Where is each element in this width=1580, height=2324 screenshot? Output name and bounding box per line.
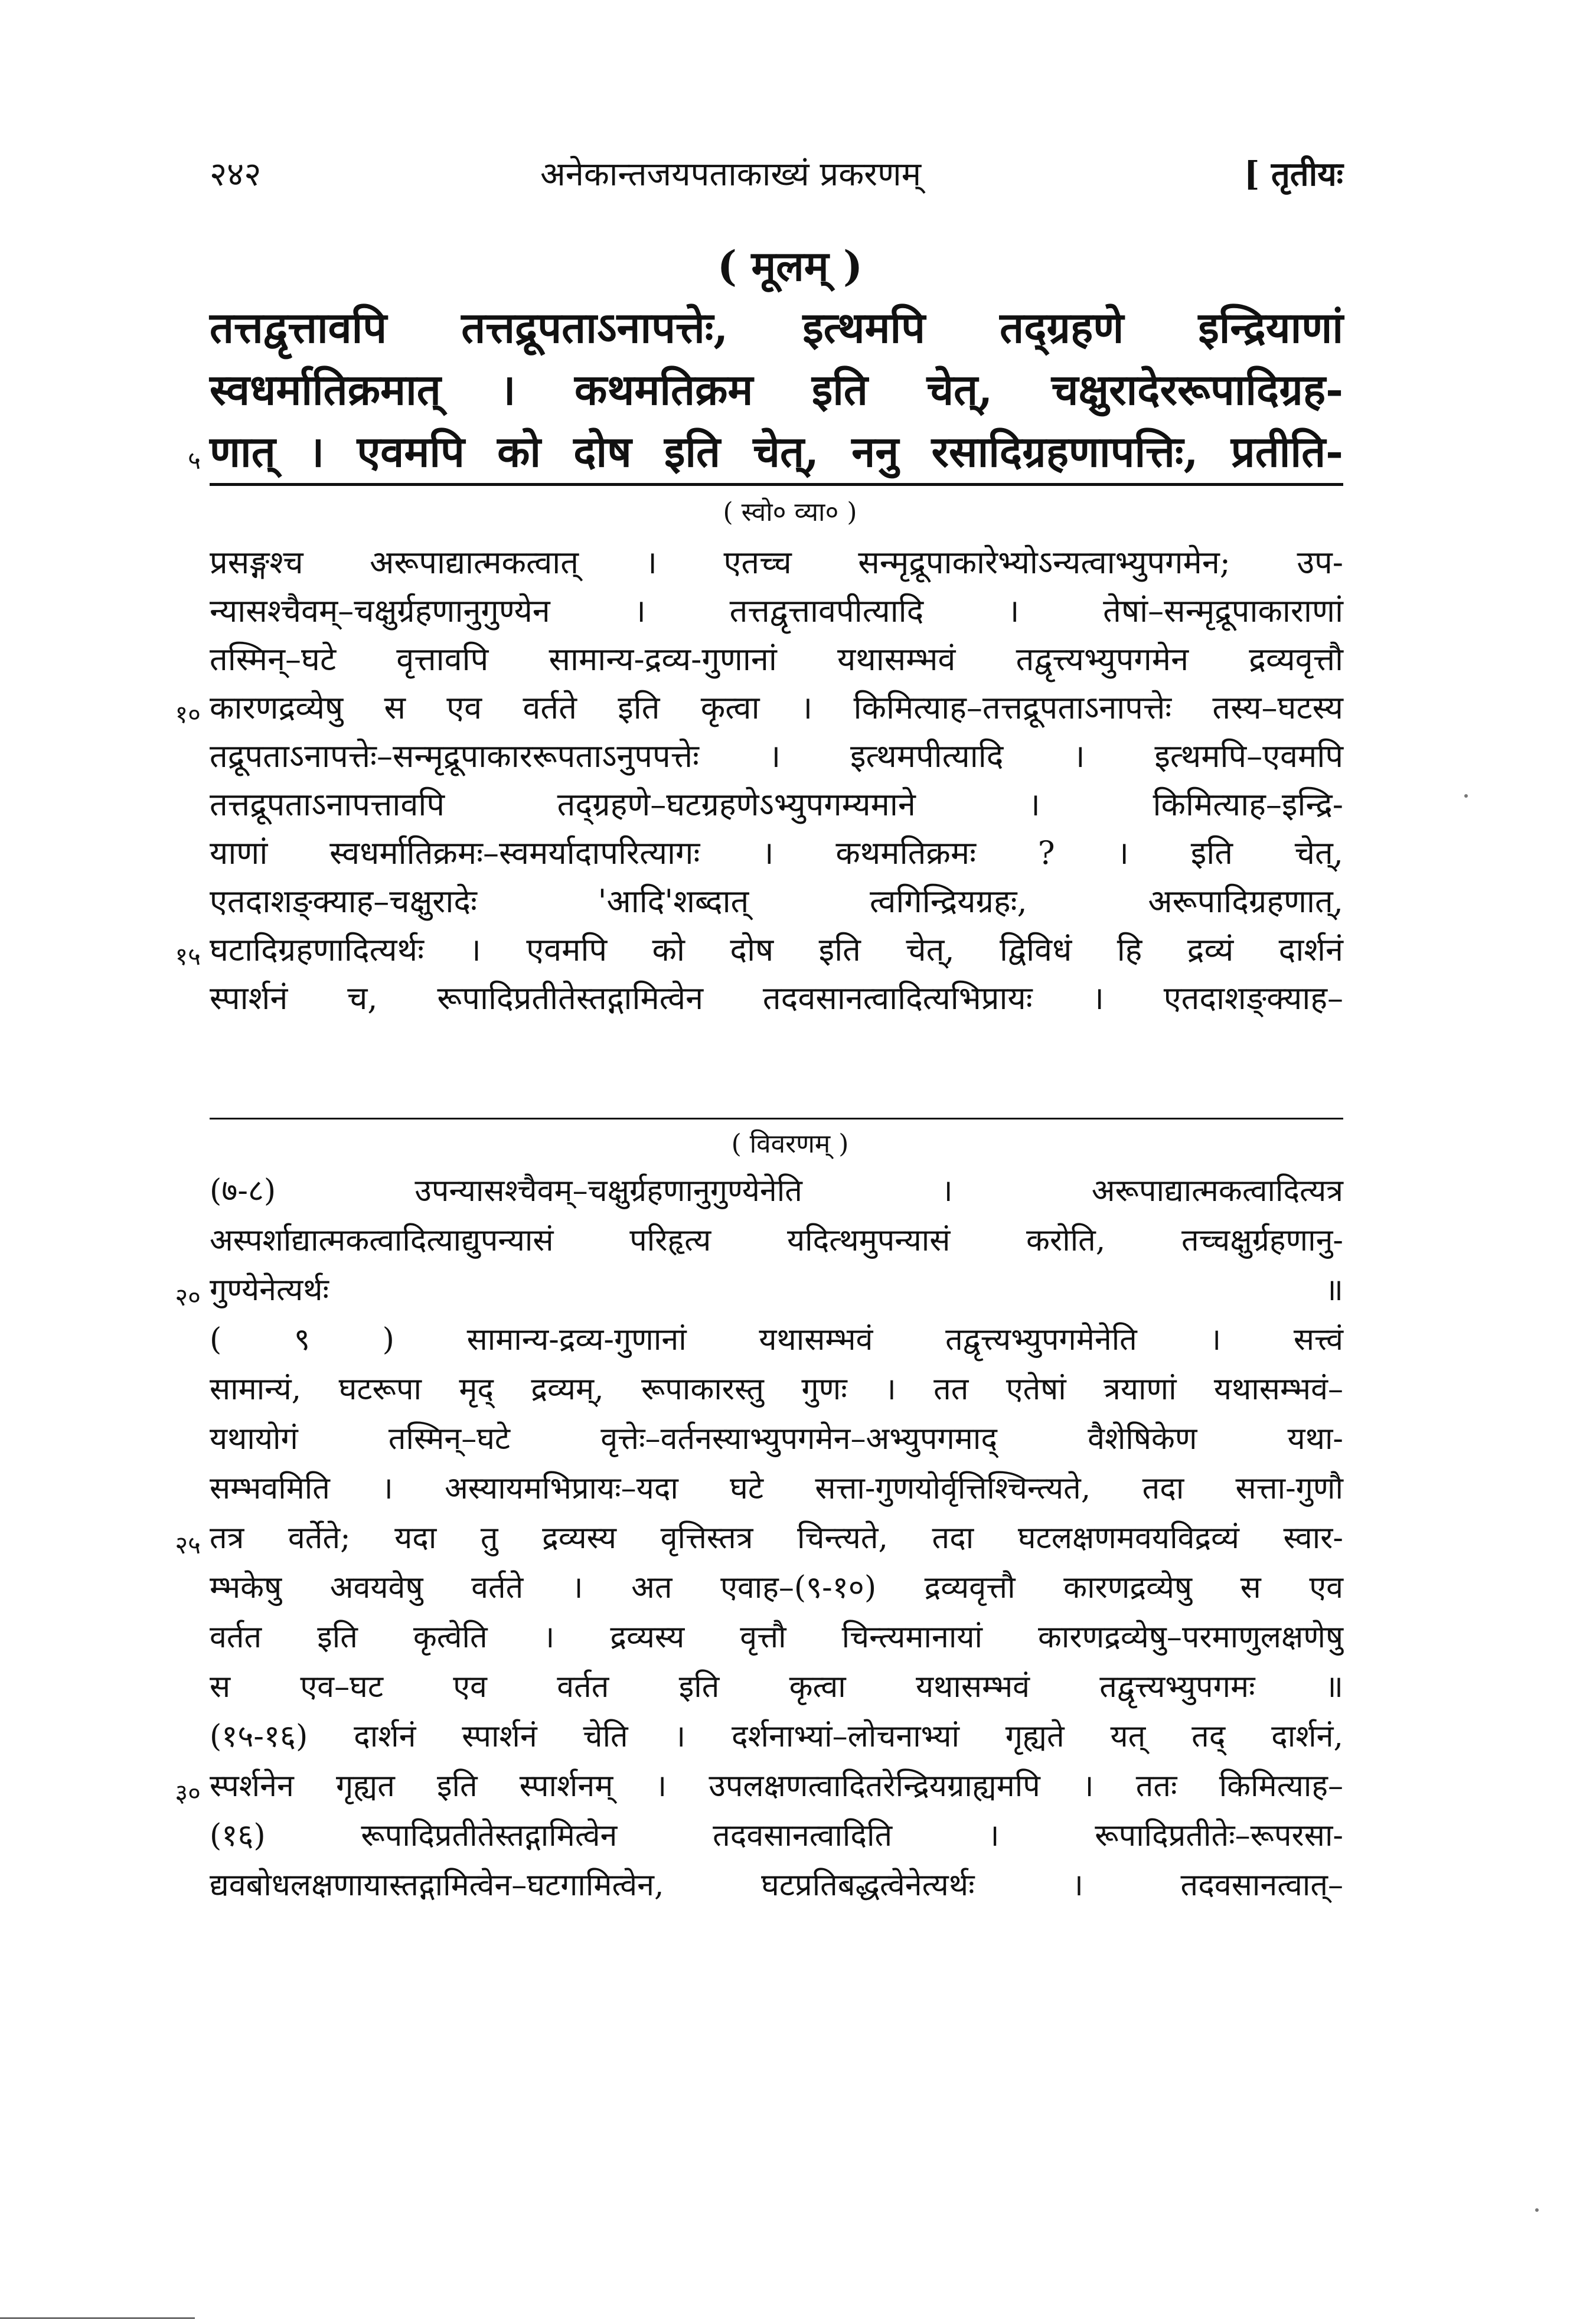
svopajna-heading: ( स्वो० व्या० ) xyxy=(723,497,857,527)
section-divider xyxy=(210,483,1343,486)
text-line: सम्भवमिति । अस्यायमभिप्रायः–यदा घटे सत्ता-गुणयोर्वृत्तिश्चिन्त्यते, तदा सत्ता-गुणौ xyxy=(210,1471,1343,1506)
text-line: तस्मिन्–घटे वृत्तावपि सामान्य-द्रव्य-गुणानां यथासम्भवं तद्वृत्त्यभ्युपगमेन द्रव्यवृत्तौ xyxy=(210,641,1343,678)
commentary-text xyxy=(175,538,1343,1023)
text-line: न्यासश्चैवम्–चक्षुर्ग्रहणानुगुण्येन । तत्तद्वृत्तावपीत्यादि । तेषां–सन्मृद्रूपाकाराणां xyxy=(210,592,1343,629)
running-title: अनेकान्तजयपताकाख्यं प्रकरणम् xyxy=(540,155,922,194)
text-line: स्पर्शनेन गृह्यत इति स्पार्शनम् । उपलक्षणत्वादितरेन्द्रियग्राह्यमपि । ततः किमित्याह– xyxy=(210,1768,1343,1804)
section-label: [ तृतीयः xyxy=(1243,155,1343,194)
mulam-heading: ( मूलम् ) xyxy=(717,241,863,290)
text-line: यथायोगं तस्मिन्–घटे वृत्तेः–वर्तनस्याभ्युपगमेन–अभ्युपगमाद् वैशेषिकेण यथा- xyxy=(210,1421,1343,1457)
text-line: सामान्यं, घटरूपा मृद् द्रव्यम्, रूपाकारस्तु गुणः । तत एतेषां त्रयाणां यथासम्भवं– xyxy=(210,1372,1343,1407)
text-line: तत्तद्रूपताऽनापत्तावपि तद्ग्रहणे–घटग्रहणेऽभ्युपगम्यमाने । किमित्याह–इन्द्रि- xyxy=(210,786,1343,823)
text-line: म्भकेषु अवयवेषु वर्तते । अत एवाह–(९-१०) द्रव्यवृत्तौ कारणद्रव्येषु स एव xyxy=(210,1570,1343,1605)
vivarana-text xyxy=(175,1166,1343,1934)
text-line: द्यवबोधलक्षणायास्तद्गामित्वेन–घटगामित्वेन, घटप्रतिबद्धत्वेनेत्यर्थः । तदवसानत्वात्– xyxy=(210,1868,1343,1903)
text-line: प्रसङ्गश्च अरूपाद्यात्मकत्वात् । एतच्च सन्मृद्रूपाकारेभ्योऽन्यत्वाभ्युपगमेन; उप- xyxy=(210,544,1343,581)
text-line: तत्तद्वृत्तावपि तत्तद्रूपताऽनापत्तेः, इत्थमपि तद्ग्रहणे इन्द्रियाणां xyxy=(210,302,1343,352)
page-edge-line xyxy=(0,2318,195,2319)
text-line: कारणद्रव्येषु स एव वर्तते इति कृत्वा । किमित्याह–तत्तद्रूपताऽनापत्तेः तस्य–घटस्य xyxy=(210,689,1343,726)
line-number: २५ xyxy=(175,1530,201,1559)
text-line: णात् । एवमपि को दोष इति चेत्, ननु रसादिग्रहणापत्तिः, प्रतीति- xyxy=(210,426,1343,476)
section-divider xyxy=(210,1118,1343,1119)
text-line: (७-८) उपन्यासश्चैवम्–चक्षुर्ग्रहणानुगुण्येनेति । अरूपाद्यात्मकत्वादित्यत्र xyxy=(210,1173,1343,1209)
page-number: २४२ xyxy=(210,155,262,194)
text-line: स्वधर्मातिक्रमात् । कथमतिक्रम इति चेत्, चक्षुरादेररूपादिग्रह- xyxy=(210,364,1343,414)
line-number: १० xyxy=(175,700,201,729)
text-line: अस्पर्शाद्यात्मकत्वादित्याद्युपन्यासं परिहृत्य यदित्थमुपन्यासं करोति, तच्चक्षुर्ग्रहणानु- xyxy=(210,1223,1343,1258)
text-line: ( ९ ) सामान्य-द्रव्य-गुणानां यथासम्भवं तद्वृत्त्यभ्युपगमेनेति । सत्त्वं xyxy=(210,1322,1343,1357)
text-line: एतदाशङ्क्याह–चक्षुरादेः 'आदि'शब्दात् त्वगिन्द्रियग्रहः, अरूपादिग्रहणात्, xyxy=(210,883,1343,920)
mulam-text xyxy=(188,295,1343,490)
line-number: १५ xyxy=(175,942,201,971)
text-line: (१६) रूपादिप्रतीतेस्तद्गामित्वेन तदवसानत्वादिति । रूपादिप्रतीतेः–रूपरसा- xyxy=(210,1818,1343,1853)
vivarana-heading: ( विवरणम् ) xyxy=(731,1129,849,1159)
line-number: २० xyxy=(175,1282,201,1311)
text-line: स्पार्शनं च, रूपादिप्रतीतेस्तद्गामित्वेन तदवसानत्वादित्यभिप्रायः । एतदाशङ्क्याह– xyxy=(210,980,1343,1017)
line-number: ३० xyxy=(175,1778,201,1807)
text-line: गुण्येनेत्यर्थः ॥ xyxy=(210,1272,1343,1308)
text-line: घटादिग्रहणादित्यर्थः । एवमपि को दोष इति चेत्, द्विविधं हि द्रव्यं दार्शनं xyxy=(210,931,1343,968)
text-line: तद्रूपताऽनापत्तेः–सन्मृद्रूपाकाररूपताऽनुपपत्तेः । इत्थमपीत्यादि । इत्थमपि–एवमपि xyxy=(210,737,1343,775)
text-line: याणां स्वधर्मातिक्रमः–स्वमर्यादापरित्यागः । कथमतिक्रमः ? । इति चेत्, xyxy=(210,834,1343,872)
text-line: वर्तत इति कृत्वेति । द्रव्यस्य वृत्तौ चिन्त्यमानायां कारणद्रव्येषु–परमाणुलक्षणेषु xyxy=(210,1620,1343,1655)
text-line: (१५-१६) दार्शनं स्पार्शनं चेति । दर्शनाभ्यां–लोचनाभ्यां गृह्यते यत् तद् दार्शनं, xyxy=(210,1719,1343,1754)
page-speck xyxy=(1535,2208,1539,2212)
text-line: स एव–घट एव वर्तत इति कृत्वा यथासम्भवं तद्वृत्त्यभ्युपगमः ॥ xyxy=(210,1669,1343,1705)
line-number: ५ xyxy=(188,446,201,475)
page-header xyxy=(210,151,1343,204)
page-speck xyxy=(1464,794,1468,798)
text-line: तत्र वर्तेते; यदा तु द्रव्यस्य वृत्तिस्तत्र चिन्त्यते, तदा घटलक्षणमवयविद्रव्यं स्वार- xyxy=(210,1520,1343,1556)
